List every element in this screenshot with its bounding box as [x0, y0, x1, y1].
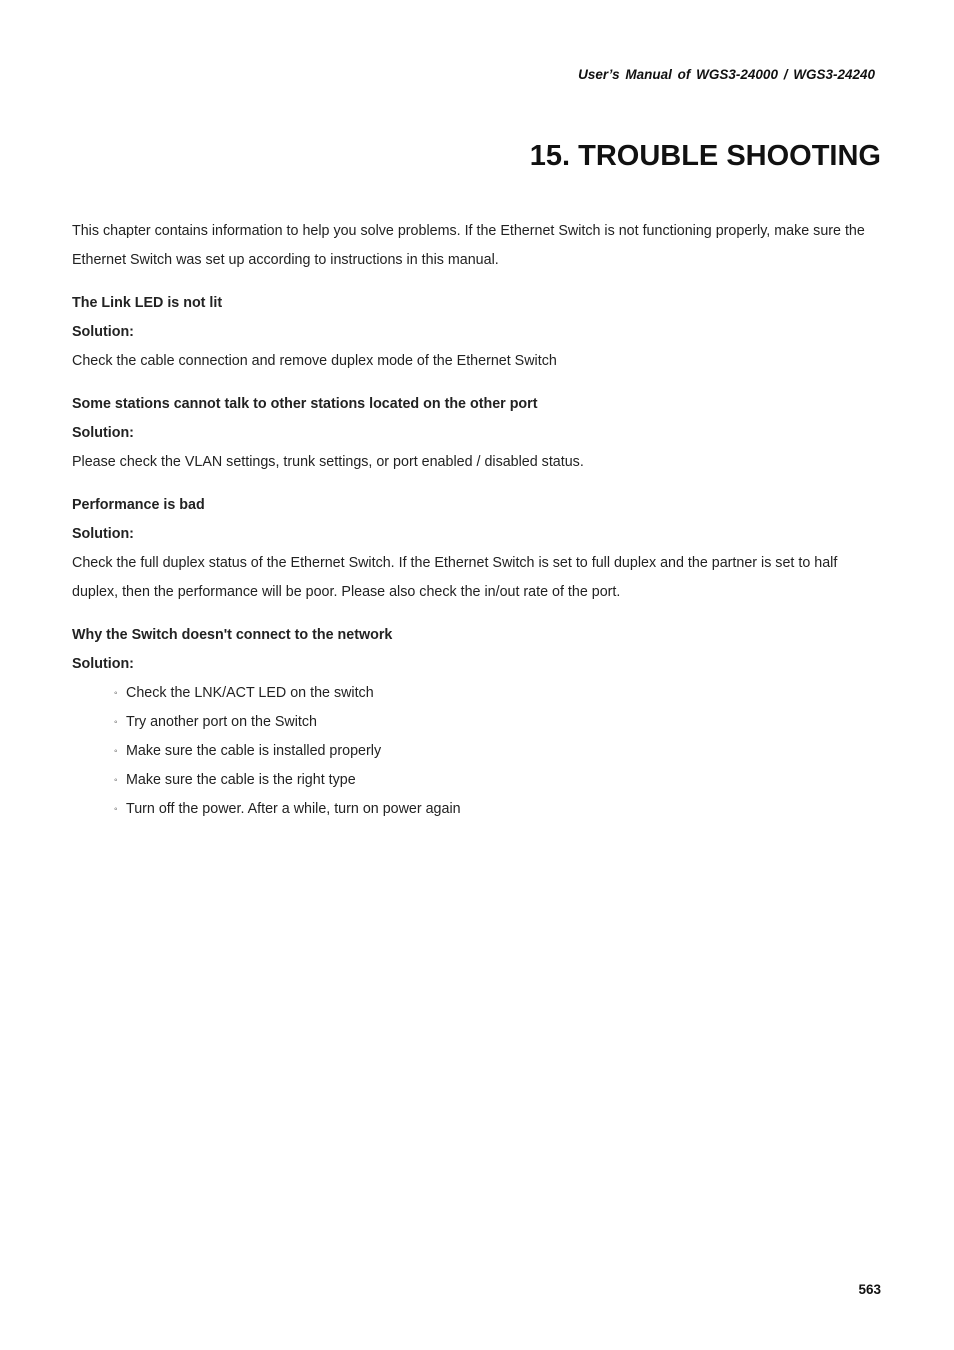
- main-content: [72, 217, 882, 838]
- section-network: [72, 621, 882, 824]
- section-performance: [72, 491, 882, 607]
- intro-paragraph: This chapter contains information to help you solve problems. If the Ethernet Switch is not functioning properly, make sure the Ethernet Switch was set up according to instructions in this manual.: [72, 223, 865, 268]
- list-item: [114, 679, 882, 708]
- solution-bullet-list: [72, 679, 882, 824]
- bullet-icon: ◦: [114, 804, 118, 815]
- solution-label: Solution:: [72, 324, 134, 340]
- solution-text: Check the cable connection and remove duplex mode of the Ethernet Switch: [72, 353, 557, 369]
- list-item: [114, 795, 882, 824]
- bullet-icon: ◦: [114, 746, 118, 757]
- solution-label: Solution:: [72, 425, 134, 441]
- list-item: [114, 708, 882, 737]
- problem-heading: Some stations cannot talk to other stations located on the other port: [72, 396, 538, 412]
- list-item: [114, 766, 882, 795]
- list-item-text: Turn off the power. After a while, turn on power again: [126, 801, 461, 817]
- solution-label: Solution:: [72, 526, 134, 542]
- section-stations: [72, 390, 882, 477]
- bullet-icon: ◦: [114, 775, 118, 786]
- solution-label: Solution:: [72, 656, 134, 672]
- list-item-text: Make sure the cable is installed properly: [126, 743, 382, 759]
- chapter-title: 15. TROUBLE SHOOTING: [529, 140, 881, 172]
- list-item-text: Try another port on the Switch: [126, 714, 317, 730]
- list-item-text: Check the LNK/ACT LED on the switch: [126, 685, 374, 701]
- problem-heading: Performance is bad: [72, 497, 205, 513]
- solution-text: Please check the VLAN settings, trunk settings, or port enabled / disabled status.: [72, 454, 584, 470]
- list-item: [114, 737, 882, 766]
- problem-heading: The Link LED is not lit: [72, 295, 223, 311]
- solution-text: Check the full duplex status of the Ethernet Switch. If the Ethernet Switch is set to full duplex and the partner is set to half duplex, then the performance will be poor. Please also check the in/out rate of the port.: [72, 555, 838, 600]
- list-item-text: Make sure the cable is the right type: [126, 772, 356, 788]
- problem-heading: Why the Switch doesn't connect to the network: [72, 627, 393, 643]
- bullet-icon: ◦: [114, 717, 118, 728]
- page-number: 563: [858, 1282, 881, 1297]
- running-header: User’s Manual of WGS3-24000 / WGS3-24240: [578, 67, 875, 82]
- bullet-icon: ◦: [114, 688, 118, 699]
- section-link-led: [72, 289, 882, 376]
